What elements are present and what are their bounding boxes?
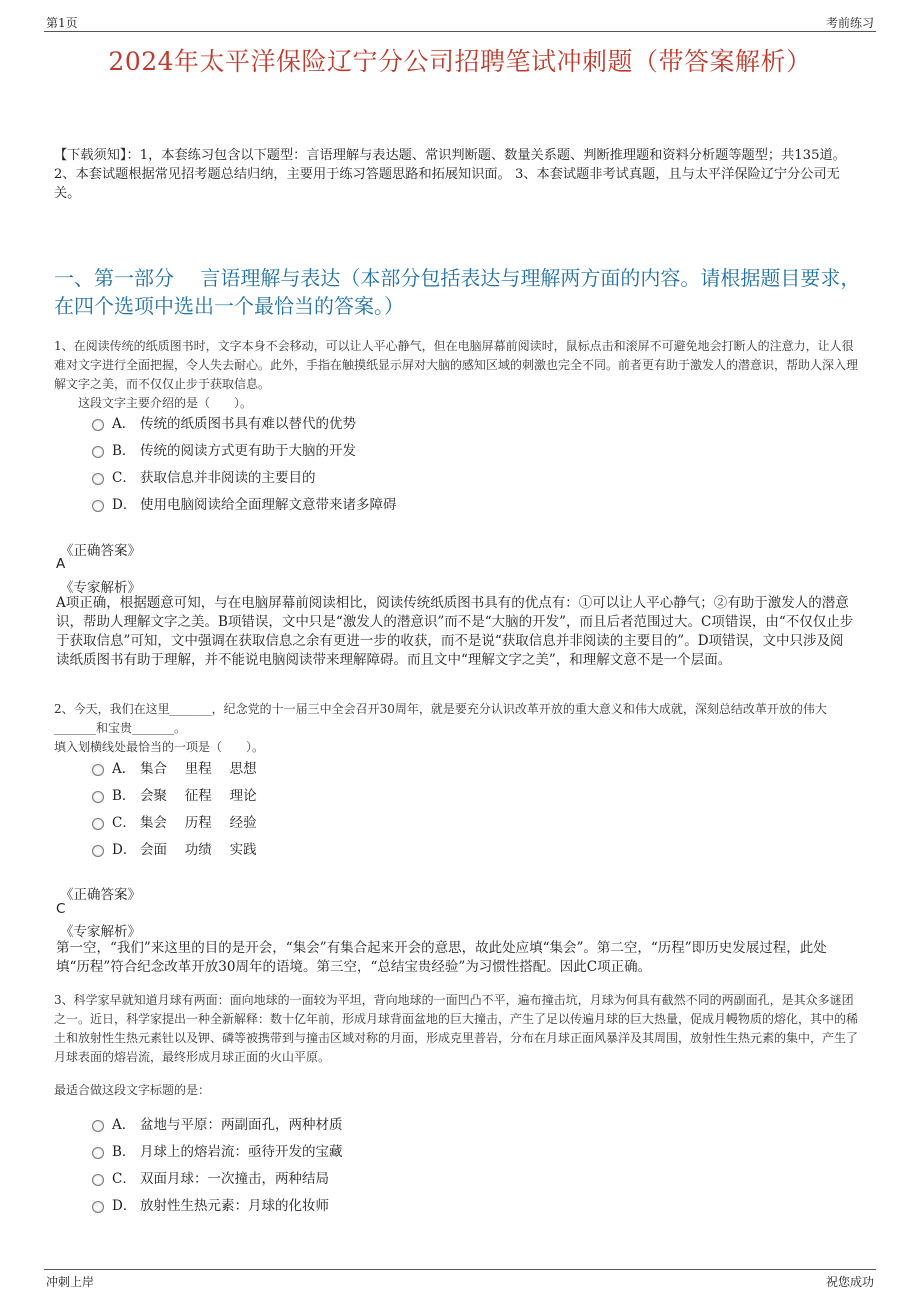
page-footer [44,1269,876,1288]
option-letter: D． [112,1198,137,1214]
option-text: 传统的阅读方式更有助于大脑的开发 [140,443,356,459]
option-letter: A． [112,1117,136,1133]
question-stem-text: 2、今天，我们在这里_______，纪念党的十一届三中全会召开30周年，就是要充分认识改革开放的重大意义和伟大成就，深刻总结改革开放的伟大_______和宝贵_______。 [54,702,827,735]
question-stem-text: 3、科学家早就知道月球有两面：面向地球的一面较为平坦，背向地球的一面凹凸不平，遍布撞击坑，月球为何具有截然不同的两副面孔，是其众多谜团之一。近日，科学家提出一种全新解释：数十亿年前，形成月球背面盆地的巨大撞击，产生了足以传遍月球的巨大热量，促成月幔物质的熔化，其中的稀土和放射性生热元素钍以及钾、磷等被携带到与撞击区域对称的月面，形成克里普岩，分布在月球正面风暴洋及其周围，放射性生热元素的集中，产生了月球表面的熔岩流，最终形成月球正面的火山平原。 [54,993,859,1064]
footer-left: 冲刺上岸 [46,1275,95,1289]
answer-label: 《正确答案》 [60,887,141,903]
q2-option-d[interactable] [92,840,257,860]
radio-icon[interactable] [92,764,104,776]
expert-analysis: 第一空，“我们”来这里的目的是开会，“集会”有集合起来开会的意思，故此处应填“集会”。第二空，“历程”即历史发展过程，此处填“历程”符合纪念改革开放30周年的语境。第三空，“总结宝贵经验”为习惯性搭配。因此C项正确。 [56,940,827,975]
option-letter: C． [112,1171,136,1187]
option-text: 放射性生热元素：月球的化妆师 [140,1198,329,1214]
option-letter: B． [112,443,136,459]
radio-icon[interactable] [92,1120,104,1132]
q1-option-d[interactable] [92,495,397,515]
q2-option-b[interactable] [92,786,257,806]
question-2-stem [54,700,864,757]
option-text: 月球上的熔岩流：亟待开发的宝藏 [140,1144,343,1160]
question-stem-text: 1、在阅读传统的纸质图书时，文字本身不会移动，可以让人平心静气，但在电脑屏幕前阅读时，鼠标点击和滚屏不可避免地会打断人的注意力，让人很难对文字进行全面把握，令人失去耐心。此外，手指在触摸纸显示屏对大脑的感知区域的刺激也完全不同。前者更有助于激发人的潜意识，帮助人深入理解文字之美，而不仅仅止步于获取信息。 [54,339,859,391]
radio-icon[interactable] [92,818,104,830]
radio-icon[interactable] [92,446,104,458]
header-label: 考前练习 [825,16,874,30]
option-text: 集会 历程 经验 [140,815,257,831]
download-notice: 【下载须知】：1，本套练习包含以下题型：言语理解与表达题、常识判断题、数量关系题、判断推理题和资料分析题等题型；共135道。 2、本套试题根据常见招考题总结归纳，主要用于练习答题思路和拓展知识面。 3、本套试题非考试真题，且与太平洋保险辽宁分公司无关。 [54,148,846,201]
footer-right: 祝您成功 [825,1275,874,1289]
q3-option-d[interactable] [92,1196,329,1216]
question-prompt: 最适合做这段文字标题的是： [54,1083,211,1097]
q3-option-a[interactable] [92,1115,343,1135]
radio-icon[interactable] [92,1147,104,1159]
page-header [44,13,876,32]
q1-option-c[interactable] [92,468,316,488]
q2-option-a[interactable] [92,759,257,779]
option-text: 使用电脑阅读给全面理解文意带来诸多障碍 [140,497,397,513]
q1-option-a[interactable] [92,414,356,434]
correct-answer: A [56,556,66,572]
radio-icon[interactable] [92,1201,104,1213]
section-heading: 一、第一部分 言语理解与表达（本部分包括表达与理解两方面的内容。请根据题目要求，在四个选项中选出一个最恰当的答案。） [54,266,861,318]
option-text: 会面 功绩 实践 [140,842,257,858]
option-text: 盆地与平原：两副面孔，两种材质 [140,1117,343,1133]
analysis-label: 《专家解析》 [60,580,141,596]
correct-answer: C [56,901,66,917]
question-3-stem [54,991,864,1100]
answer-label: 《正确答案》 [60,543,141,559]
question-prompt: 这段文字主要介绍的是（ ）。 [78,396,253,410]
option-letter: C． [112,470,136,486]
option-text: 获取信息并非阅读的主要目的 [140,470,316,486]
q3-option-c[interactable] [92,1169,329,1189]
q1-option-b[interactable] [92,441,356,461]
option-letter: D． [112,842,137,858]
option-letter: B． [112,1144,136,1160]
option-letter: A． [112,761,136,777]
option-text: 双面月球：一次撞击，两种结局 [140,1171,329,1187]
q3-option-b[interactable] [92,1142,343,1162]
radio-icon[interactable] [92,500,104,512]
q2-option-c[interactable] [92,813,257,833]
option-letter: A． [112,416,136,432]
document-title: 2024年太平洋保险辽宁分公司招聘笔试冲刺题（带答案解析） [108,47,812,76]
option-text: 会聚 征程 理论 [140,788,257,804]
radio-icon[interactable] [92,845,104,857]
radio-icon[interactable] [92,419,104,431]
option-letter: C． [112,815,136,831]
expert-analysis: A项正确，根据题意可知，与在电脑屏幕前阅读相比，阅读传统纸质图书具有的优点有：①可以让人平心静气；②有助于激发人的潜意识，帮助人理解文字之美。B项错误，文中只是“激发人的潜意识”而不是“大脑的开发”，而且后者范围过大。C项错误，由“不仅仅止步于获取信息”可知，文中强调在获取信息之余有更进一步的收获，而不是说“获取信息并非阅读的主要目的”。D项错误，文中只涉及阅读纸质图书有助于理解，并不能说电脑阅读带来理解障碍。而且文中“理解文字之美”，和理解文意不是一个层面。 [56,595,854,668]
analysis-label: 《专家解析》 [60,924,141,940]
radio-icon[interactable] [92,473,104,485]
option-text: 集合 里程 思想 [140,761,257,777]
option-text: 传统的纸质图书具有难以替代的优势 [140,416,356,432]
option-letter: B． [112,788,136,804]
question-1-stem [54,337,864,413]
radio-icon[interactable] [92,1174,104,1186]
option-letter: D． [112,497,137,513]
question-prompt: 填入划横线处最恰当的一项是（ ）。 [54,740,265,754]
radio-icon[interactable] [92,791,104,803]
page-number: 第1页 [46,16,78,30]
